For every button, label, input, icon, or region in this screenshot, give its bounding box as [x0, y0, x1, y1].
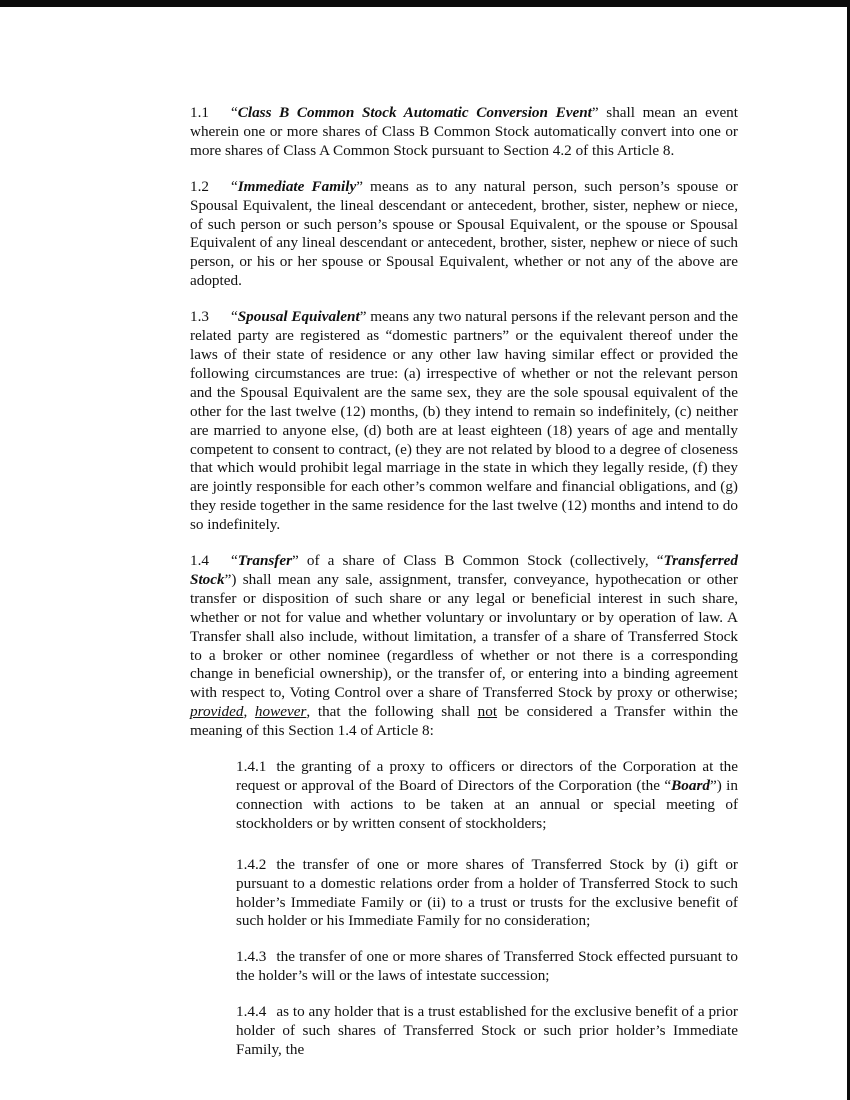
- section-1-1: [88, 104, 738, 161]
- section-1-4-4: [88, 1003, 738, 1060]
- section-number: 1.1: [190, 104, 209, 121]
- defined-term: Class B Common Stock Automatic Conversion Event: [237, 104, 592, 121]
- quote-close: ”: [292, 552, 299, 570]
- however-text: however: [254, 703, 307, 721]
- quote-open: “: [230, 104, 238, 121]
- quote-close: ”: [591, 104, 599, 121]
- section-body-c: , that the following shall: [306, 703, 478, 721]
- section-body-a: of a share of Class B Common Stock (collectively, “: [298, 552, 664, 570]
- section-1-4: [88, 552, 738, 741]
- quote-open: “: [230, 552, 238, 570]
- quote-open: “: [230, 177, 238, 195]
- section-number: 1.4.1: [236, 758, 267, 776]
- section-1-2: [88, 178, 738, 291]
- section-1-4-2: [88, 856, 738, 932]
- defined-term: Spousal Equivalent: [237, 308, 360, 326]
- section-body-a: the granting of a proxy to officers or directors of the Corporation at the request or approval of the Board of Directors of the Corporation (the “: [236, 758, 738, 794]
- section-1-4-3: [88, 948, 738, 986]
- section-number: 1.4.3: [236, 948, 267, 966]
- section-number: 1.3: [190, 308, 209, 326]
- section-body-b: ”) shall mean any sale, assignment, transfer, conveyance, hypothecation or other transfer or disposition of such share or any legal or beneficial interest in such share, whether or not for value and whether voluntary or involuntary or by operation of law. A Transfer shall also include, without limitation, a transfer of a share of Transferred Stock to a broker or other nominee (regardless of whether or not there is a corresponding change in beneficial ownership), or the transfer of, or entering into a binding agreement with respect to, Voting Control over a share of Transferred Stock by proxy or otherwise;: [190, 570, 738, 702]
- scan-border-top: [0, 0, 850, 7]
- defined-term: Board: [671, 777, 710, 794]
- quote-close: ”: [356, 177, 363, 195]
- section-number: 1.4.2: [236, 855, 267, 873]
- section-body-d: be considered a Transfer within the meaning of this Section 1.4 of Article 8:: [190, 703, 739, 740]
- document-page: [88, 104, 738, 1077]
- not-text: not: [477, 703, 498, 721]
- quote-open: “: [230, 308, 238, 326]
- section-body-b: ”) in connection with actions to be taken at an annual or special meeting of stockholders or by written consent of stockholders;: [236, 777, 738, 832]
- quote-close: ”: [359, 308, 367, 326]
- section-body: the transfer of one or more shares of Transferred Stock effected pursuant to the holder’s will or the laws of intestate succession;: [236, 948, 738, 985]
- section-body: means as to any natural person, such person’s spouse or Spousal Equivalent, the lineal descendant or antecedent, brother, sister, nephew or niece, of such person or such person’s spouse or Spousal Equivalent, or the spouse or Spousal Equivalent of any lineal descendant or antecedent, brother, sister, nephew or niece of such person, or his or her spouse or Spousal Equivalent, whether or not any of the above are adopted.: [190, 177, 738, 290]
- section-body: the transfer of one or more shares of Transferred Stock by (i) gift or pursuant to a domestic relations order from a holder of Transferred Stock to such holder’s Immediate Family or (ii) to a trust or trusts for the exclusive benefit of such holder or his Immediate Family for no consideration;: [236, 855, 738, 930]
- section-number: 1.2: [190, 177, 209, 195]
- section-body: means any two natural persons if the relevant person and the related party are registered as “domestic partners” or the equivalent thereof under the laws of their state of residence or any other law having similar effect or provided the following circumstances are true: (a) irrespective of whether or not the relevant person and the Spousal Equivalent are the same sex, they are the sole spousal equivalent of the other for the last twelve (12) months, (b) they intend to remain so indefinitely, (c) neither are married to anyone else, (d) both are at least eighteen (18) years of age and mentally competent to consent to contract, (e) they are not related by blood to a degree of closeness that which would prohibit legal marriage in the state in which they legally reside, (f) they are jointly responsible for each other’s common welfare and financial obligations, and (g) they reside together in the same residence for the last twelve (12) months and intend to do so indefinitely.: [190, 308, 738, 534]
- section-1-4-1: [88, 758, 738, 834]
- section-number: 1.4: [190, 552, 209, 570]
- defined-term: Transfer: [237, 552, 293, 570]
- defined-term-2: Transferred Stock: [190, 552, 738, 588]
- section-body: shall mean an event wherein one or more shares of Class B Common Stock automatically convert into one or more shares of Class A Common Stock pursuant to Section 4.2 of this Article 8.: [190, 104, 738, 159]
- defined-term: Immediate Family: [237, 177, 357, 195]
- provided-text: provided: [190, 703, 244, 721]
- section-number: 1.4.4: [236, 1003, 267, 1021]
- section-1-3: [88, 308, 738, 535]
- comma: ,: [243, 703, 255, 721]
- section-body: as to any holder that is a trust established for the exclusive benefit of a prior holder of such shares of Transferred Stock or such prior holder’s Immediate Family, the: [236, 1003, 738, 1058]
